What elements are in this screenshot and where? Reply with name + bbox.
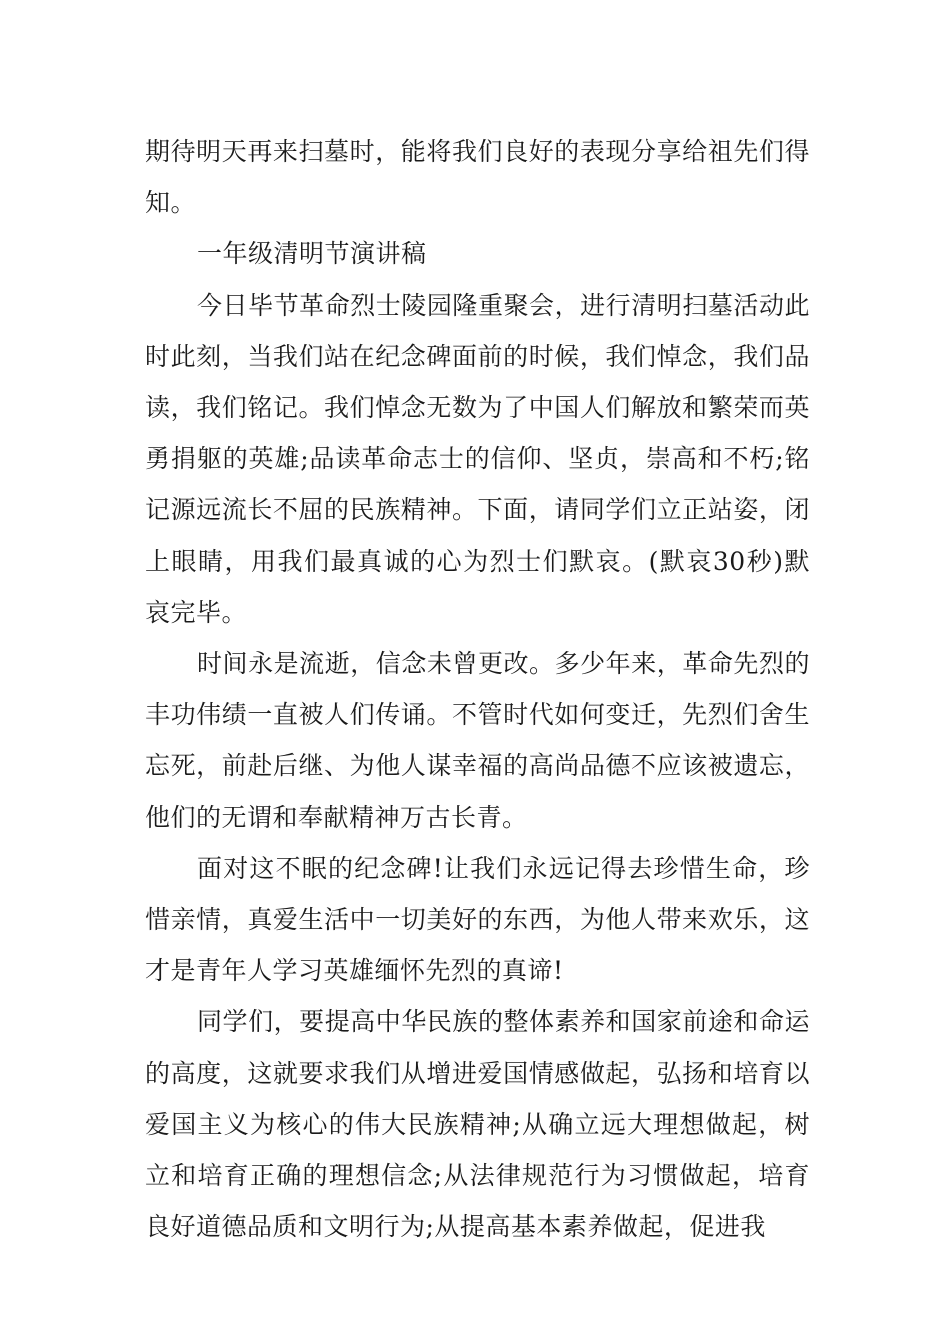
paragraph-3: 时间永是流逝，信念未曾更改。多少年来，革命先烈的丰功伟绩一直被人们传诵。不管时代如何变迁，先烈们舍生忘死，前赴后继、为他人谋幸福的高尚品德不应该被遗忘，他们的无谓和奉献精神万古长青。: [145, 649, 810, 832]
paragraph-5: 同学们，要提高中华民族的整体素养和国家前途和命运的高度，这就要求我们从增进爱国情感做起，弘扬和培育以爱国主义为核心的伟大民族精神;从确立远大理想做起，树立和培育正确的理想信念;从法律规范行为习惯做起，培育良好道德品质和文明行为;从提高基本素养做起，促进我: [145, 1007, 810, 1242]
paragraph-4: 面对这不眠的纪念碑!让我们永远记得去珍惜生命，珍惜亲情，真爱生活中一切美好的东西，为他人带来欢乐，这才是青年人学习英雄缅怀先烈的真谛!: [145, 853, 810, 986]
document-body: [145, 126, 810, 1252]
paragraph-1: 期待明天再来扫墓时，能将我们良好的表现分享给祖先们得知。: [145, 137, 810, 218]
paragraph-2: 今日毕节革命烈士陵园隆重聚会，进行清明扫墓活动此时此刻，当我们站在纪念碑面前的时候，我们悼念，我们品读，我们铭记。我们悼念无数为了中国人们解放和繁荣而英勇捐躯的英雄;品读革命志士的信仰、坚贞，崇高和不朽;铭记源远流长不屈的民族精神。下面，请同学们立正站姿，闭上眼睛，用我们最真诚的心为烈士们默哀。(默哀30秒)默哀完毕。: [145, 290, 810, 627]
speech-title: 一年级清明节演讲稿: [197, 239, 427, 269]
